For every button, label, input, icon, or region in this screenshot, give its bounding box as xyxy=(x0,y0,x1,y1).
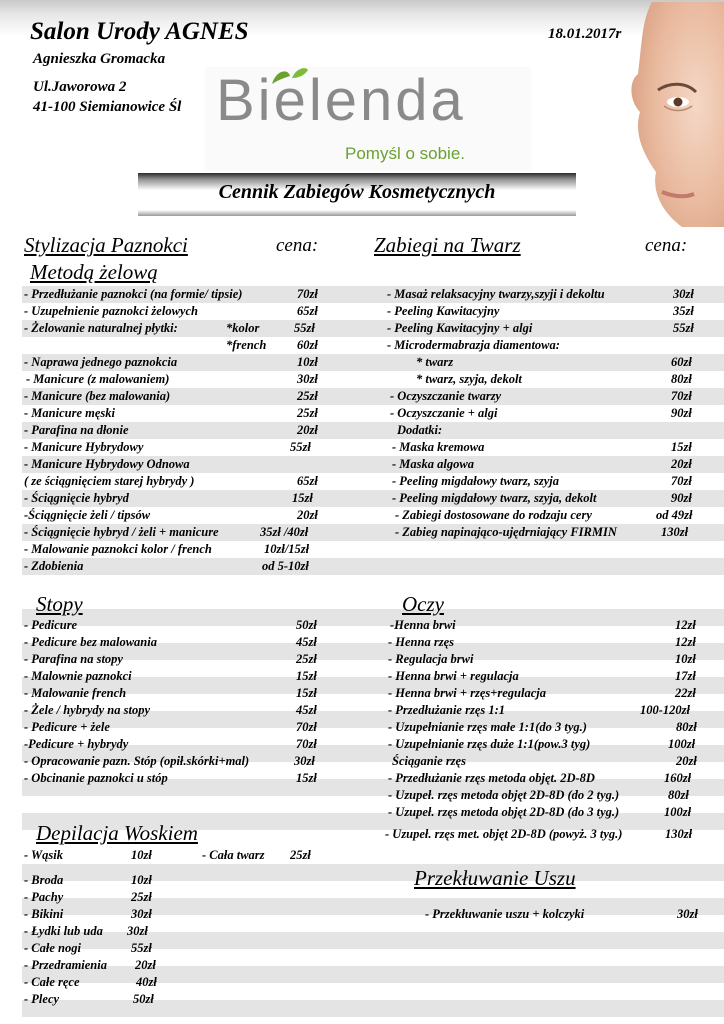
nails-price-label: cena: xyxy=(276,235,319,256)
service-name: - Maska kremowa xyxy=(392,440,485,454)
service-name: - Ściągnięcie hybryd xyxy=(24,491,129,505)
heading-piercing-text: Przekłuwanie Uszu xyxy=(414,866,576,890)
salon-name: Salon Urody AGNES xyxy=(30,18,249,45)
service-name: -Henna brwi xyxy=(390,618,456,632)
service-name: - Żelowanie naturalnej płytki: xyxy=(24,321,178,335)
service-name: - Pedicure + żele xyxy=(24,720,110,734)
heading-gel-method-text: Metodą żelową xyxy=(30,260,158,284)
row-stripe xyxy=(22,609,724,626)
service-price: 70zł xyxy=(296,720,317,734)
service-price: 90zł xyxy=(671,406,692,420)
service-name: * twarz xyxy=(416,355,454,369)
heading-piercing xyxy=(414,866,576,891)
service-price: 40zł xyxy=(136,975,157,989)
service-price: 10zł xyxy=(675,652,696,666)
service-name: - Uzupełnianie rzęs duże 1:1(pow.3 tyg) xyxy=(388,737,591,751)
service-name: - Uzupeł. rzęs metoda objęt 2D-8D (do 3 tyg.) xyxy=(388,805,620,819)
service-name: - Peeling migdałowy twarz, szyja, dekolt xyxy=(392,491,597,505)
service-price: 30zł xyxy=(131,907,152,921)
service-price: 15zł xyxy=(296,686,317,700)
service-price: 30zł xyxy=(673,287,694,301)
service-price: 60zł xyxy=(671,355,692,369)
service-name: - Manicure Hybrydowy Odnowa xyxy=(24,457,190,471)
service-name: -Pedicure + hybrydy xyxy=(24,737,129,751)
service-price: 30zł xyxy=(294,754,315,768)
service-price: 12zł xyxy=(675,635,696,649)
service-name: - Malowanie french xyxy=(24,686,127,700)
service-price: 25zł xyxy=(297,389,318,403)
service-name: - Microdermabrazja diamentowa: xyxy=(387,338,560,352)
service-name: - Całe nogi xyxy=(24,941,81,955)
heading-nail-styling xyxy=(24,233,188,258)
row-stripe xyxy=(22,337,724,354)
service-name: - Cała twarz xyxy=(202,848,265,862)
heading-eyes xyxy=(402,592,444,617)
service-name: - Regulacja brwi xyxy=(388,652,474,666)
service-name: - Malownie paznokci xyxy=(24,669,132,683)
heading-waxing xyxy=(36,821,198,846)
service-price: 100-120zł xyxy=(640,703,690,717)
logo-text: Bielenda xyxy=(216,68,466,133)
service-price: 20zł xyxy=(135,958,156,972)
service-price: 15zł xyxy=(296,771,317,785)
service-price: 130zł xyxy=(665,827,693,841)
service-name: - Peeling Kawitacyjny + algi xyxy=(387,321,533,335)
service-name: - Oczyszczanie twarzy xyxy=(390,389,502,403)
heading-face-treatments-text: Zabiegi na Twarz xyxy=(374,233,521,257)
service-price: 80zł xyxy=(668,788,689,802)
document-date: 18.01.2017r xyxy=(548,26,622,42)
row-stripe xyxy=(22,575,724,592)
heading-gel-method xyxy=(30,260,158,285)
service-price: 15zł xyxy=(296,669,317,683)
row-stripe xyxy=(22,405,724,422)
row-stripe xyxy=(22,983,724,1000)
row-stripe xyxy=(22,966,724,983)
service-price: 20zł xyxy=(297,508,318,522)
row-stripe xyxy=(22,558,724,575)
service-price: 55zł xyxy=(673,321,694,335)
service-name: - Henna rzęs xyxy=(388,635,454,649)
service-price: 25zł xyxy=(290,848,311,862)
service-name: - Przekłuwanie uszu + kolczyki xyxy=(425,907,585,921)
service-price: 55zł xyxy=(294,321,315,335)
service-name: - Przedłużanie paznokci (na formie/ tipsie) xyxy=(24,287,243,301)
service-price: 25zł xyxy=(297,406,318,420)
service-price: 70zł xyxy=(297,287,318,301)
service-name: - Malowanie paznokci kolor / french xyxy=(24,542,212,556)
service-price: 30zł xyxy=(297,372,318,386)
service-name: - Bikini xyxy=(24,907,64,921)
service-price: 60zł xyxy=(297,338,318,352)
service-name: * twarz, szyja, dekolt xyxy=(416,372,522,386)
service-price: 20zł xyxy=(671,457,692,471)
service-name: - Masaż relaksacyjny twarzy,szyji i dekoltu xyxy=(387,287,605,301)
service-price: 35zł xyxy=(673,304,694,318)
page-title: Cennik Zabiegów Kosmetycznych xyxy=(218,181,496,203)
service-name: - Henna brwi + regulacja xyxy=(388,669,519,683)
service-price: 45zł xyxy=(296,635,317,649)
service-price: 17zł xyxy=(675,669,696,683)
service-price: 50zł xyxy=(296,618,317,632)
city-address: 41-100 Siemianowice Śl xyxy=(33,99,182,115)
service-price: 20zł xyxy=(676,754,697,768)
service-price: od 5-10zł xyxy=(262,559,309,573)
heading-waxing-text: Depilacja Woskiem xyxy=(36,821,198,845)
heading-feet xyxy=(36,592,83,617)
service-price: 65zł xyxy=(297,474,318,488)
service-name: - Parafina na stopy xyxy=(24,652,123,666)
service-name: - Uzupeł. rzęs met. objęt 2D-8D (powyż. 3 tyg.) xyxy=(385,827,623,841)
service-name: - Peeling migdałowy twarz, szyja xyxy=(392,474,560,488)
service-name: - Zdobienia xyxy=(24,559,84,573)
row-stripe xyxy=(22,1000,724,1017)
service-price: od 49zł xyxy=(656,508,693,522)
street-address: Ul.Jaworowa 2 xyxy=(33,79,127,95)
service-name: - Plecy xyxy=(24,992,60,1006)
service-price: 12zł xyxy=(675,618,696,632)
face-price-label: cena: xyxy=(645,235,688,256)
service-name: - Manicure Hybrydowy xyxy=(24,440,144,454)
owner-name: Agnieszka Gromacka xyxy=(33,51,166,67)
service-price: 15zł xyxy=(292,491,313,505)
service-price: 80zł xyxy=(671,372,692,386)
service-name: - Obcinanie paznokci u stóp xyxy=(24,771,168,785)
service-name: - Ściągnięcie hybryd / żeli + manicure xyxy=(24,525,219,539)
service-name: - Uzupeł. rzęs metoda objęt 2D-8D (do 2 tyg.) xyxy=(388,788,620,802)
heading-nail-styling-text: Stylizacja Paznokci xyxy=(24,233,188,257)
service-price: 10zł xyxy=(131,873,152,887)
heading-face-treatments xyxy=(374,233,521,258)
service-variant: *kolor xyxy=(226,321,260,335)
service-name: Ściąganie rzęs xyxy=(392,754,466,768)
service-price: 55zł xyxy=(290,440,311,454)
service-name: - Całe ręce xyxy=(24,975,80,989)
service-name: - Manicure (z malowaniem) xyxy=(26,372,170,386)
service-price: 90zł xyxy=(671,491,692,505)
service-name: - Uzupełnianie rzęs małe 1:1(do 3 tyg.) xyxy=(388,720,587,734)
service-price: 100zł xyxy=(664,805,692,819)
row-stripe xyxy=(22,898,724,915)
service-price: 130zł xyxy=(661,525,689,539)
service-price: 100zł xyxy=(668,737,696,751)
service-name: - Wąsik xyxy=(24,848,64,862)
service-price: 30zł xyxy=(677,907,698,921)
service-price: 70zł xyxy=(671,389,692,403)
service-price: 70zł xyxy=(671,474,692,488)
service-name: - Uzupełnienie paznokci żelowych xyxy=(24,304,198,318)
service-price: 50zł xyxy=(133,992,154,1006)
heading-feet-text: Stopy xyxy=(36,592,83,616)
service-name: - Henna brwi + rzęs+regulacja xyxy=(388,686,547,700)
service-name: - Maska algowa xyxy=(392,457,474,471)
service-name: - Manicure (bez malowania) xyxy=(24,389,171,403)
logo-slogan: Pomyśl o sobie. xyxy=(345,144,465,163)
service-name: - Peeling Kawitacyjny xyxy=(387,304,500,318)
service-name: ( ze ściągnięciem starej hybrydy ) xyxy=(24,474,195,488)
service-name: Dodatki: xyxy=(397,423,443,437)
service-price: 25zł xyxy=(131,890,152,904)
service-price: 10zł xyxy=(297,355,318,369)
row-stripe xyxy=(22,864,724,881)
service-variant: *french xyxy=(226,338,267,352)
service-name: - Zabieg napinająco-ujędrniający FIRMIN xyxy=(395,525,617,539)
service-name: - Żele / hybrydy na stopy xyxy=(24,703,151,717)
service-name: - Naprawa jednego paznokcia xyxy=(24,355,178,369)
service-price: 80zł xyxy=(676,720,697,734)
service-name: - Przedłużanie rzęs 1:1 xyxy=(388,703,506,717)
service-price: 160zł xyxy=(664,771,692,785)
service-name: - Pedicure bez malowania xyxy=(24,635,157,649)
service-price: 25zł xyxy=(296,652,317,666)
service-name: - Przedłużanie rzęs metoda objęt. 2D-8D xyxy=(388,771,595,785)
service-name: - Pedicure xyxy=(24,618,78,632)
service-name: - Pachy xyxy=(24,890,64,904)
row-stripe xyxy=(22,949,724,966)
service-price: 70zł xyxy=(296,737,317,751)
service-name: - Opracowanie pazn. Stóp (opił.skórki+mal) xyxy=(24,754,250,768)
woman-face-image xyxy=(612,2,724,227)
service-price: 15zł xyxy=(671,440,692,454)
service-name: -Ściągnięcie żeli / tipsów xyxy=(24,508,151,522)
row-stripe xyxy=(22,881,724,898)
service-name: - Łydki lub uda xyxy=(24,924,103,938)
service-name: - Oczyszczanie + algi xyxy=(390,406,498,420)
service-name: - Parafina na dłonie xyxy=(24,423,129,437)
service-price: 10zł/15zł xyxy=(264,542,310,556)
service-price: 65zł xyxy=(297,304,318,318)
service-price: 22zł xyxy=(675,686,696,700)
service-price: 30zł xyxy=(127,924,148,938)
row-stripe xyxy=(22,847,724,864)
service-name: - Przedramienia xyxy=(24,958,107,972)
heading-eyes-text: Oczy xyxy=(402,592,444,616)
service-price: 20zł xyxy=(297,423,318,437)
service-price: 45zł xyxy=(296,703,317,717)
service-price: 35zł /40zł xyxy=(260,525,309,539)
service-name: - Manicure męski xyxy=(24,406,115,420)
service-name: - Zabiegi dostosowane do rodzaju cery xyxy=(395,508,592,522)
service-name: - Broda xyxy=(24,873,64,887)
service-price: 10zł xyxy=(131,848,152,862)
service-price: 55zł xyxy=(131,941,152,955)
